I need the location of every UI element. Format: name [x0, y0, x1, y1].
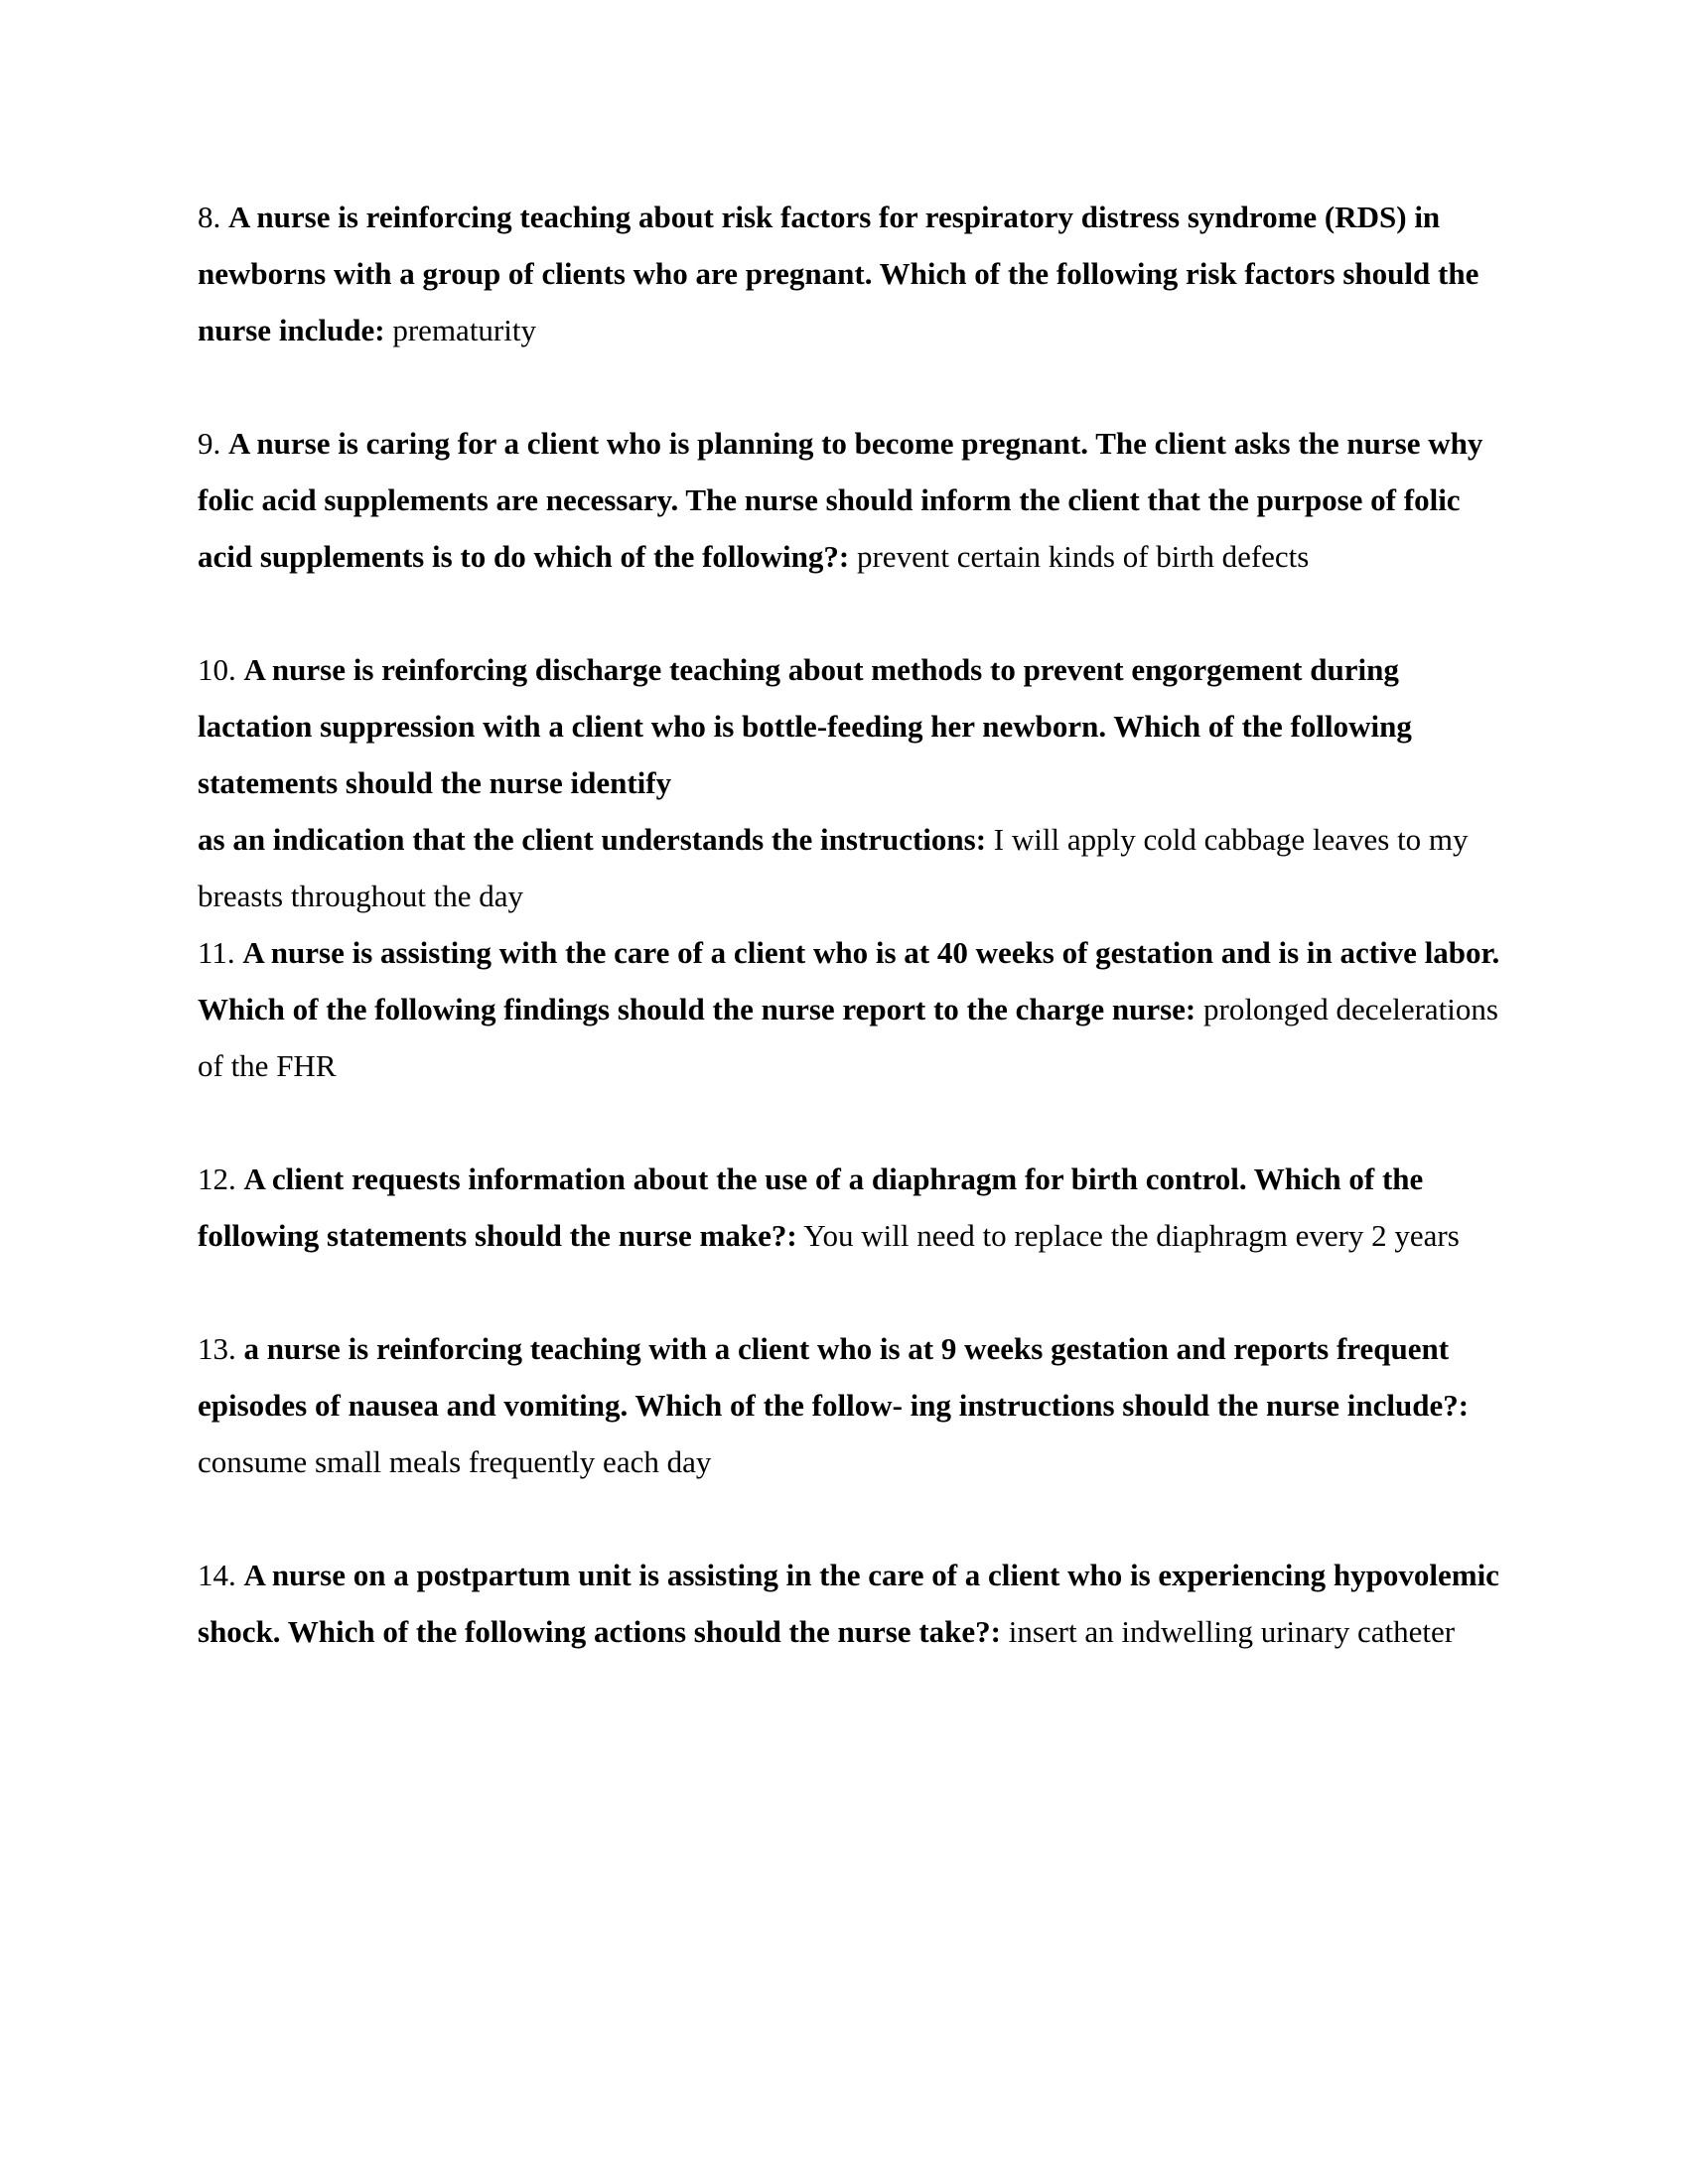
item-number: 9.: [198, 426, 221, 461]
qa-item-11: [198, 924, 1508, 1094]
answer-text: prolonged decelerations of the FHR: [198, 992, 1498, 1083]
item-number: 13.: [198, 1331, 236, 1366]
item-number: 12.: [198, 1161, 236, 1196]
answer-text: I will apply cold cabbage leaves to my breasts throughout the day: [198, 822, 1469, 913]
qa-item-14: [198, 1547, 1508, 1660]
qa-item-9: [198, 415, 1508, 585]
answer-text: consume small meals frequently each day: [198, 1444, 712, 1479]
answer-text: insert an indwelling urinary catheter: [1008, 1614, 1456, 1649]
item-number: 14.: [198, 1558, 236, 1592]
item-number: 10.: [198, 652, 236, 687]
item-number: 8.: [198, 200, 221, 234]
question-text: A nurse is assisting with the care of a client who is at 40 weeks of gestation and is in active labor. Which of the following findings should the nurse report to the charge nurse:: [198, 935, 1500, 1026]
qa-item-10: [198, 641, 1508, 924]
document-page: [198, 189, 1508, 1716]
question-text: A client requests information about the use of a diaphragm for birth control. Which of the following statements should the nurse make?:: [198, 1161, 1424, 1253]
question-text: A nurse is caring for a client who is planning to become pregnant. The client asks the nurse why folic acid supplements are necessary. The nurse should inform the client that the purpose of folic acid supplements is to do which of the following?:: [198, 426, 1483, 574]
question-text: A nurse on a postpartum unit is assisting in the care of a client who is experiencing hypovolemic shock. Which of the following actions should the nurse take?:: [198, 1558, 1499, 1649]
answer-text: prevent certain kinds of birth defects: [856, 539, 1310, 574]
item-number: 11.: [198, 935, 235, 970]
answer-text: You will need to replace the diaphragm every 2 years: [803, 1218, 1460, 1253]
qa-item-12: [198, 1151, 1508, 1264]
answer-text: prematurity: [392, 313, 536, 347]
qa-item-8: [198, 189, 1508, 358]
question-text: A nurse is reinforcing discharge teaching about methods to prevent engorgement during lactation suppression with a client who is bottle-feeding her newborn. Which of the following statements should the nurse identify as an indication that the client understands the instructions:: [198, 652, 1412, 857]
question-text: a nurse is reinforcing teaching with a client who is at 9 weeks gestation and reports frequent episodes of nausea and vomiting. Which of the follow- ing instructions should the nurse include?:: [198, 1331, 1470, 1423]
question-text: A nurse is reinforcing teaching about risk factors for respiratory distress syndrome (RDS) in newborns with a group of clients who are pregnant. Which of the following risk factors should the nurse include:: [198, 200, 1479, 347]
qa-item-13: [198, 1320, 1508, 1490]
